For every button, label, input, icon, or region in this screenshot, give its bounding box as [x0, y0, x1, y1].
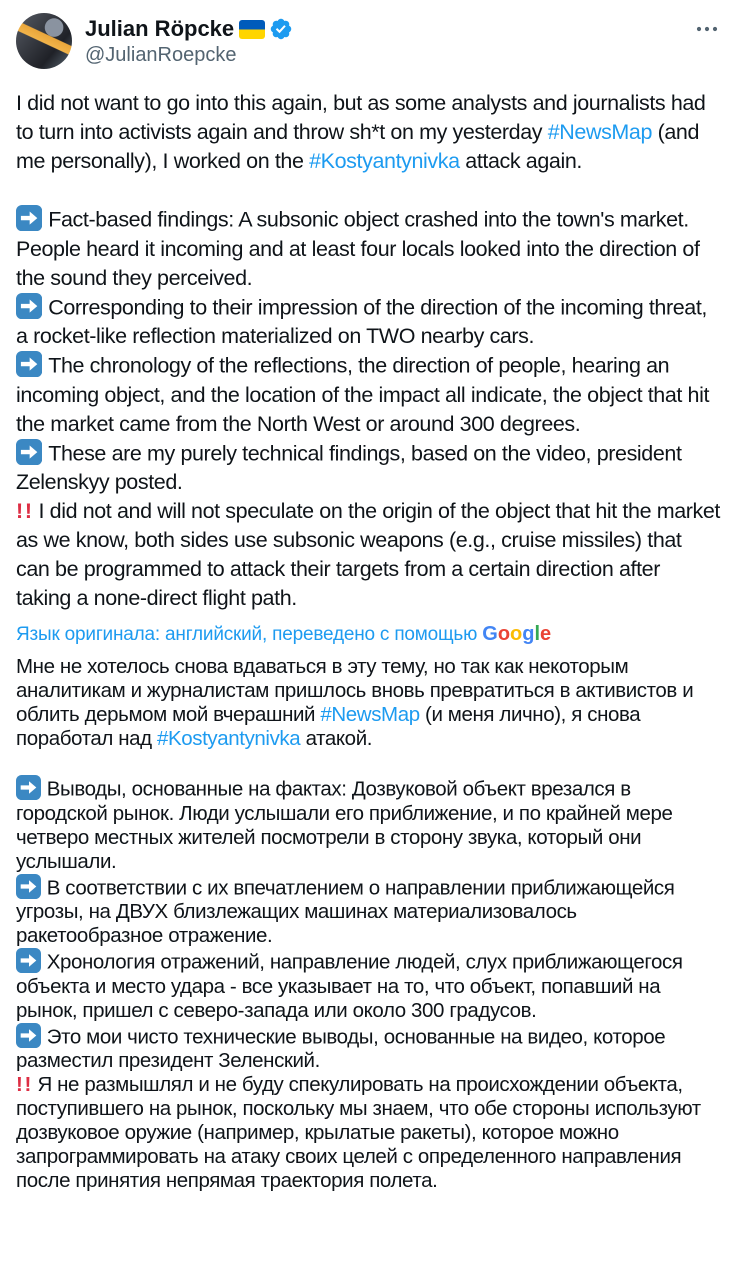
text-run: I did not want to go into this again, but as some analysts and journalists had to turn into activists again and throw sh*t on my yesterday: [16, 91, 706, 144]
tweet-text-russian: [16, 655, 720, 1193]
author-identity: [85, 13, 694, 68]
right-arrow-emoji: [16, 948, 41, 973]
tweet-header: [16, 13, 720, 69]
right-arrow-emoji: [16, 351, 42, 377]
text-run: Я не размышлял и не буду спекулировать на происхождении объекта, поступившего на рынок, поскольку мы знаем, что обе стороны используют дозвуковое оружие (например, крылатые ракеты), которое можно запрограммировать на атаку своих целей с определенного направления после принятия непрямая траектория полета.: [16, 1073, 701, 1192]
hashtag-link[interactable]: #Kostyantynivka: [157, 727, 301, 750]
google-logo-letter: o: [497, 623, 511, 645]
tweet-paragraph: [16, 775, 720, 874]
more-button[interactable]: [694, 13, 720, 43]
right-arrow-emoji: [16, 775, 41, 800]
hashtag-link[interactable]: #NewsMap: [547, 120, 653, 144]
google-logo-letter: g: [522, 623, 535, 645]
text-run: The chronology of the reflections, the direction of people, hearing an incoming object, and the location of the impact all indicate, the object that hit the market came from the North West or around 300 degrees.: [16, 353, 710, 436]
tweet-paragraph: [16, 89, 720, 176]
tweet-paragraph: [16, 948, 720, 1023]
text-run: атакой.: [300, 727, 373, 750]
text-run: Хронология отражений, направление людей, слух приближающегося объекта и место удара - все указывает на то, что объект, попавший на рынок, пришел с северо-запада или около 300 градусов.: [16, 950, 683, 1022]
hashtag-link[interactable]: #NewsMap: [320, 703, 420, 726]
tweet-paragraph: [16, 1073, 720, 1193]
verified-badge-icon: [269, 17, 293, 41]
tweet-paragraph: [16, 655, 720, 751]
tweet-paragraph: [16, 293, 720, 352]
right-arrow-emoji: [16, 1023, 41, 1048]
tweet-body: [16, 89, 720, 1193]
right-arrow-emoji: [16, 439, 42, 465]
double-exclamation-emoji: !!: [16, 1073, 33, 1096]
text-run: Corresponding to their impression of the direction of the incoming threat, a rocket-like reflection materialized on TWO nearby cars.: [16, 295, 708, 348]
right-arrow-emoji: [16, 874, 41, 899]
hashtag-link[interactable]: #Kostyantynivka: [309, 149, 460, 173]
double-exclamation-emoji: !!: [16, 499, 34, 523]
google-logo-letter: o: [510, 623, 523, 645]
more-icon: [696, 26, 718, 32]
text-run: I did not and will not speculate on the origin of the object that hit the market as we know, both sides use subsonic weapons (e.g., cruise missiles) that can be programmed to attack their targets from a certain direction after taking a none-direct flight path.: [16, 499, 721, 610]
author-handle[interactable]: @JulianRoepcke: [85, 44, 237, 66]
tweet-paragraph: [16, 205, 720, 293]
right-arrow-emoji: [16, 205, 42, 231]
google-logo: [482, 623, 551, 645]
text-run: Выводы, основанные на фактах: Дозвуковой объект врезался в городской рынок. Люди услышали его приближение, и по крайней мере четверо местных жителей посмотрели в сторону звука, который они услышали.: [16, 777, 673, 873]
tweet-paragraph: [16, 439, 720, 498]
translation-attribution-text: Язык оригинала: английский, переведено с помощью: [16, 624, 483, 645]
tweet-text-english: [16, 89, 720, 613]
text-run: Это мои чисто технические выводы, основанные на видео, которое разместил президент Зеленский.: [16, 1025, 666, 1072]
google-logo-letter: G: [482, 623, 498, 645]
text-run: These are my purely technical findings, based on the video, president Zelenskyy posted.: [16, 441, 682, 494]
author-display-name[interactable]: Julian Röpcke: [85, 16, 235, 41]
tweet-paragraph: [16, 874, 720, 949]
tweet-paragraph: [16, 351, 720, 439]
text-run: Мне не хотелось снова вдаваться в эту тему, но так как некоторым аналитикам и журналистам пришлось вновь превратиться в активистов и облить дерьмом мой вчерашний: [16, 655, 694, 726]
ukraine-flag-icon: [239, 20, 265, 39]
text-run: (and me personally), I worked on the: [16, 120, 700, 173]
author-name-row: [85, 16, 694, 42]
google-logo-letter: l: [534, 623, 541, 645]
text-run: Fact-based findings: A subsonic object crashed into the town's market. People heard it incoming and at least four locals looked into the direction of the sound they perceived.: [16, 207, 700, 290]
google-logo-letter: e: [540, 623, 552, 645]
avatar[interactable]: [16, 13, 72, 69]
right-arrow-emoji: [16, 293, 42, 319]
tweet-paragraph: [16, 497, 720, 613]
translation-attribution[interactable]: [16, 622, 720, 647]
text-run: (и меня лично), я снова поработал над: [16, 703, 641, 750]
text-run: В соответствии с их впечатлением о направлении приближающейся угрозы, на ДВУХ близлежащих машинах материализовалось ракетообразное отражение.: [16, 876, 675, 947]
text-run: attack again.: [459, 149, 582, 173]
tweet-paragraph: [16, 1023, 720, 1074]
